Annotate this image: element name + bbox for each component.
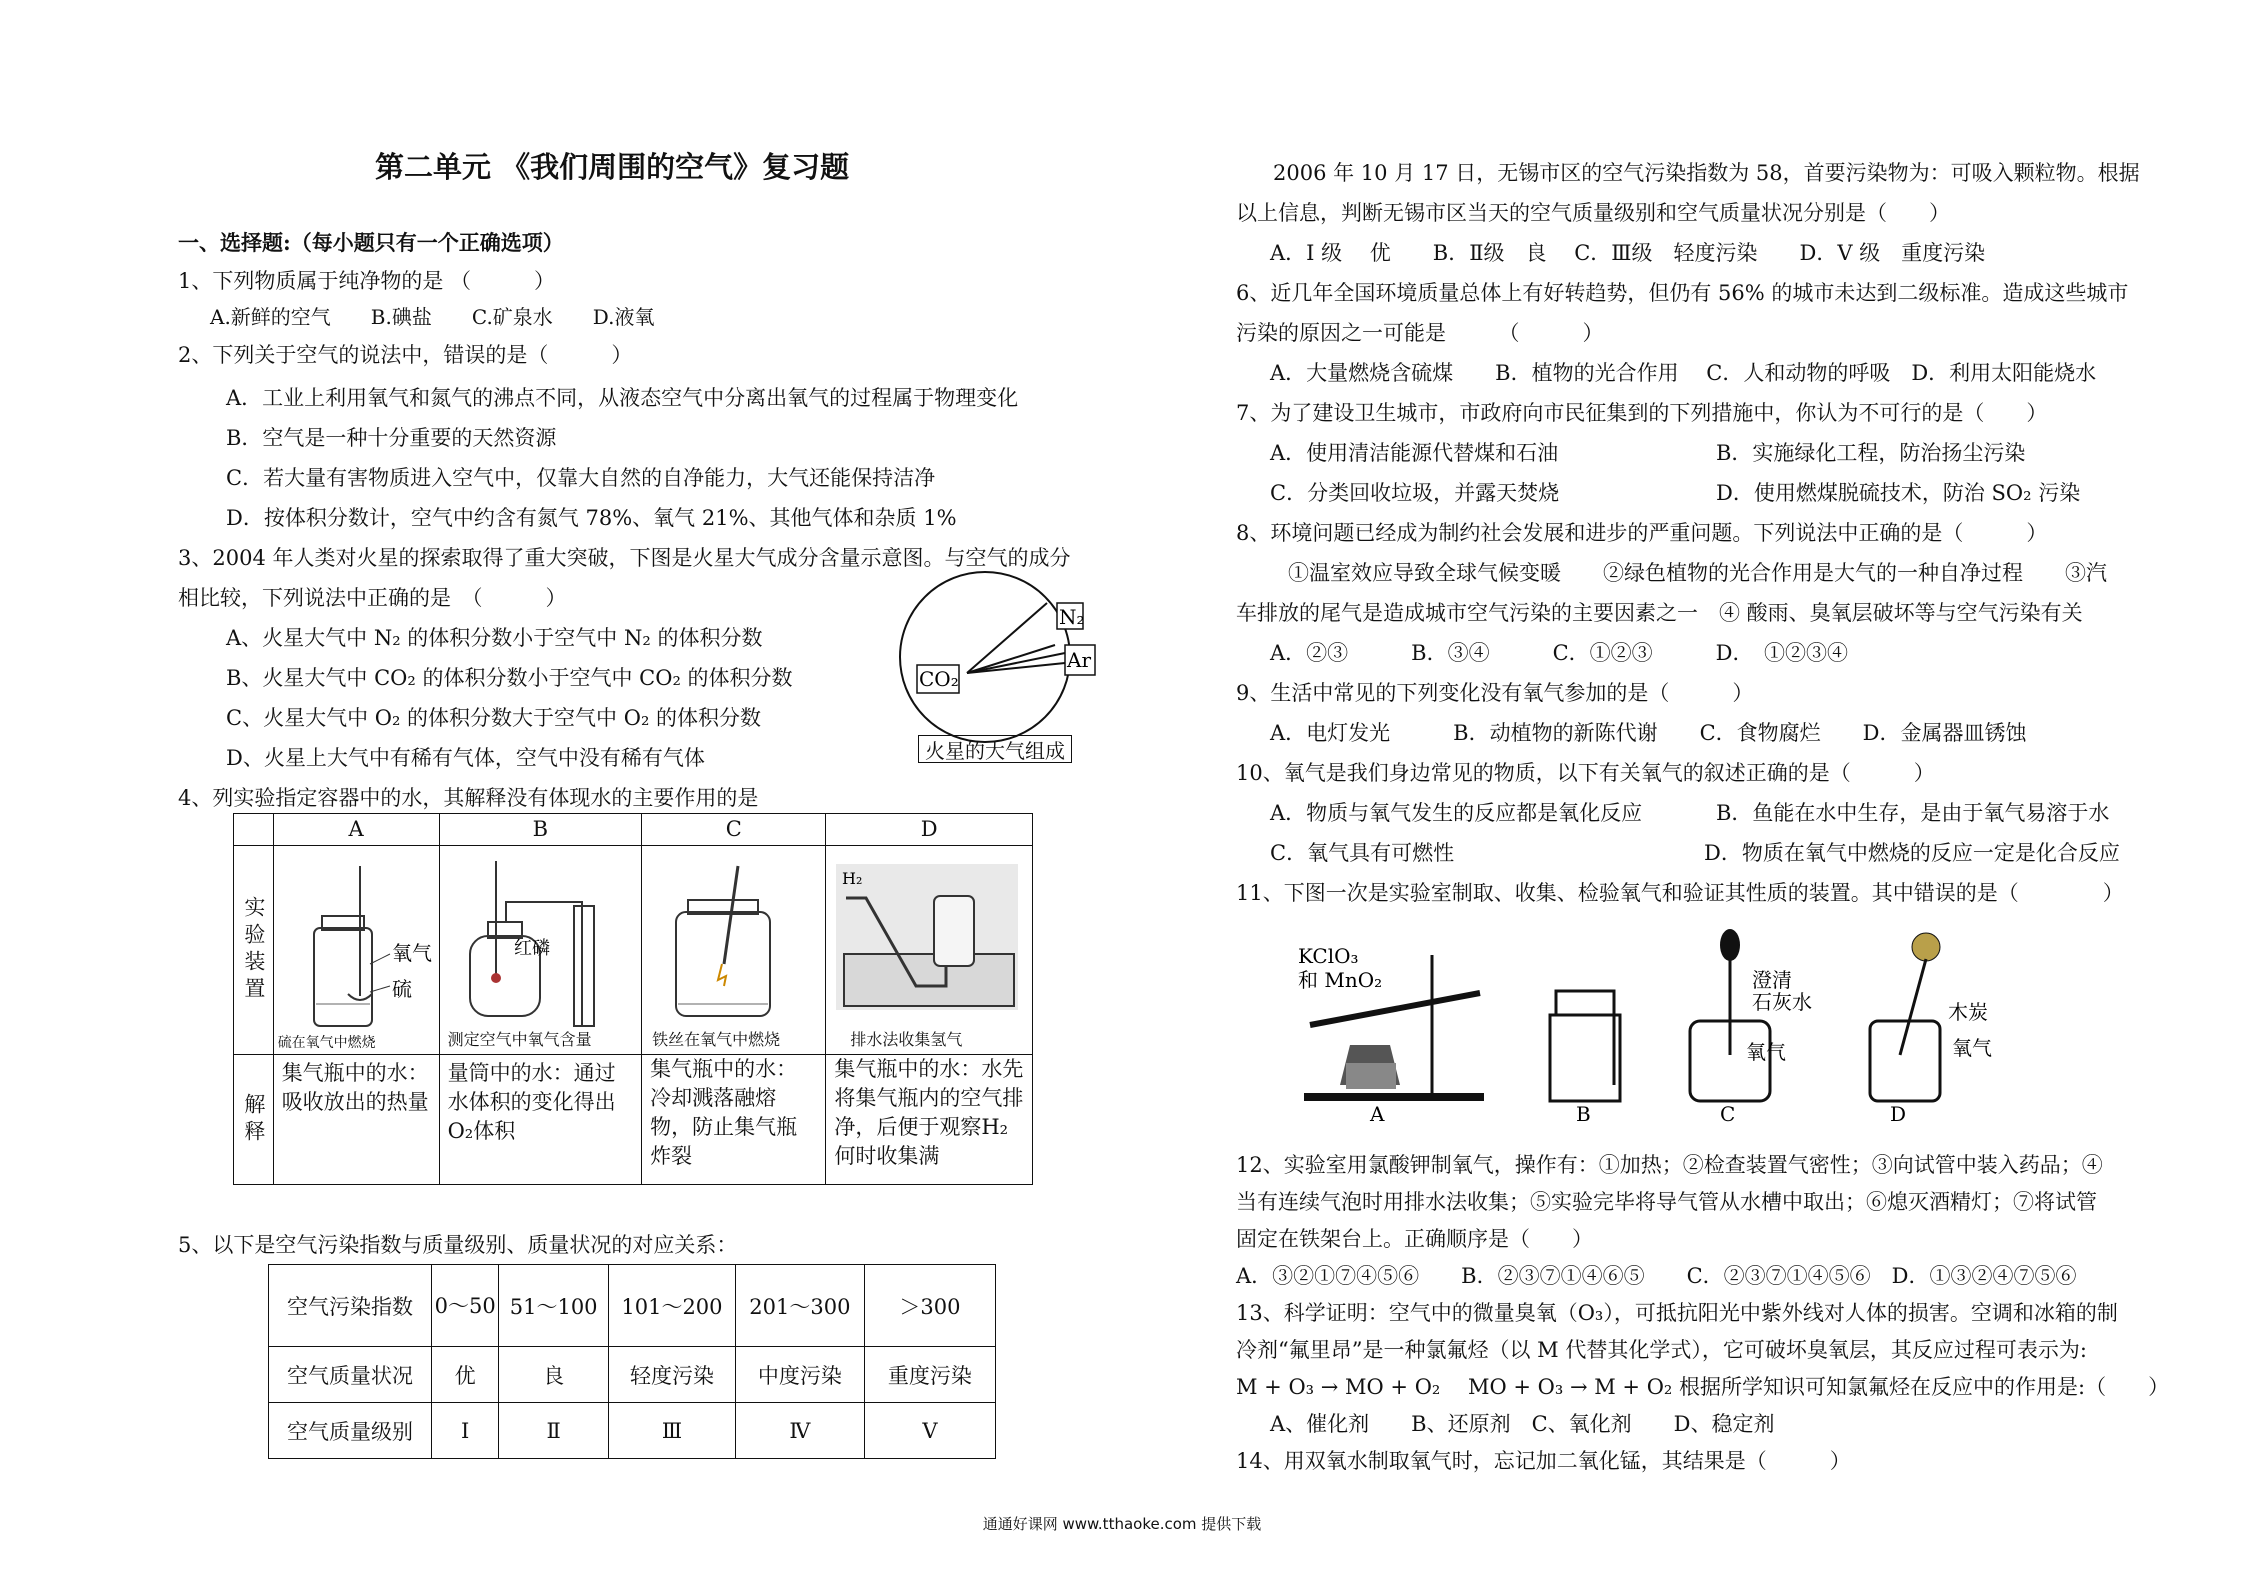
question-7-option-c: C．分类回收垃圾，并露天焚烧 (1270, 481, 1560, 505)
question-4-table (233, 813, 1033, 1185)
apparatus-a-caption: 硫在氧气中燃烧 (277, 1035, 376, 1051)
question-10-option-d: D．物质在氧气中燃烧的反应一定是化合反应 (1704, 841, 2120, 865)
question-10: 10、氧气是我们身边常见的物质，以下有关氧气的叙述正确的是（ ） (1236, 761, 1935, 785)
fig-a-kclo3-label: KClO₃ (1298, 944, 1359, 968)
question-8: 8、环境问题已经成为制约社会发展和进步的严重问题。下列说法中正确的是（ ） (1236, 521, 2048, 545)
fig-a-label: A (1370, 1102, 1385, 1126)
cell-level-4: Ⅳ (735, 1403, 864, 1459)
question-10-option-c: C．氧气具有可燃性 (1270, 841, 1455, 865)
q5-options: A．I 级 优 B．Ⅱ级 良 C．Ⅲ级 轻度污染 D．V 级 重度污染 (1270, 241, 1986, 265)
apparatus-c-caption: 铁丝在氧气中燃烧 (652, 1030, 781, 1049)
question-7-option-b: B．实施绿化工程，防治扬尘污染 (1716, 441, 2026, 465)
cell-index-2: 51～100 (499, 1265, 609, 1347)
apparatus-d-figure (826, 846, 1026, 1046)
col-header-d: D (826, 814, 1033, 846)
cell-status-5: 重度污染 (864, 1347, 995, 1403)
question-12-options: A．③②①⑦④⑤⑥ B．②③⑦①④⑥⑤ C．②③⑦①④⑤⑥ D．①③②④⑦⑤⑥ (1236, 1264, 2077, 1288)
q5-context-line2: 以上信息，判断无锡市区当天的空气质量级别和空气质量状况分别是（ ） (1236, 201, 1950, 225)
cell-status-3: 轻度污染 (609, 1347, 736, 1403)
question-8-line1: ①温室效应导致全球气候变暖 ②绿色植物的光合作用是大气的一种自净过程 ③汽 (1288, 561, 2107, 585)
mars-label-n2: N₂ (1059, 605, 1085, 629)
explanation-d: 集气瓶中的水：水先将集气瓶内的空气排净，后便于观察H₂何时收集满 (826, 1055, 1033, 1185)
section-heading: 一、选择题:（每小题只有一个正确选项） (178, 230, 564, 255)
fig-c-limewater-label1: 澄清 (1752, 968, 1792, 992)
apparatus-a-figure (274, 846, 434, 1046)
cell-status-2: 良 (499, 1347, 609, 1403)
question-8-options: A．②③ B．③④ C．①②③ D． ①②③④ (1270, 641, 1849, 665)
question-5: 5、以下是空气污染指数与质量级别、质量状况的对应关系： (178, 1233, 738, 1257)
question-6-options: A．大量燃烧含硫煤 B．植物的光合作用 C．人和动物的呼吸 D．利用太阳能烧水 (1270, 361, 2097, 385)
cell-index-5: ＞300 (864, 1265, 995, 1347)
question-1-options: A.新鲜的空气 B.碘盐 C.矿泉水 D.液氧 (210, 305, 655, 329)
explanation-a: 集气瓶中的水：吸收放出的热量 (273, 1055, 439, 1185)
question-3-line1: 3、2004 年人类对火星的探索取得了重大突破，下图是火星大气成分含量示意图。与空气的成分 (178, 546, 1071, 570)
question-12-line1: 12、实验室用氯酸钾制氧气，操作有：①加热；②检查装置气密性；③向试管中装入药品；④ (1236, 1153, 2103, 1177)
question-14: 14、用双氧水制取氧气时，忘记加二氧化锰，其结果是（ ） (1236, 1449, 1851, 1473)
row-pollution-index-label: 空气污染指数 (269, 1265, 432, 1347)
cell-index-1: 0～50 (432, 1265, 499, 1347)
question-10-option-a: A．物质与氧气发生的反应都是氧化反应 (1270, 801, 1643, 825)
question-12-line2: 当有连续气泡时用排水法收集；⑤实验完毕将导气管从水槽中取出；⑥熄灭酒精灯；⑦将试管 (1236, 1190, 2097, 1214)
row-label-apparatus: 实验装置 (234, 846, 274, 1055)
mars-label-ar: Ar (1067, 648, 1092, 672)
question-2: 2、下列关于空气的说法中，错误的是（ ） (178, 343, 633, 367)
fig-d-label: D (1890, 1102, 1907, 1126)
cell-status-4: 中度污染 (735, 1347, 864, 1403)
cell-status-1: 优 (432, 1347, 499, 1403)
question-3-option-a: A、火星大气中 N₂ 的体积分数小于空气中 N₂ 的体积分数 (226, 626, 763, 650)
fig-b-label: B (1576, 1102, 1591, 1126)
fig-c-limewater-label2: 石灰水 (1752, 990, 1812, 1014)
page-title: 第二单元 《我们周围的空气》复习题 (375, 150, 850, 184)
col-header-c: C (642, 814, 826, 846)
question-2-option-c: C．若大量有害物质进入空气中，仅靠大自然的自净能力，大气还能保持洁净 (226, 466, 936, 490)
question-13-line2: 冷剂“氟里昂”是一种氯氟烃（以 M 代替其化学式），它可破坏臭氧层，其反应过程可表示为: (1236, 1338, 2087, 1362)
question-1: 1、下列物质属于纯净物的是 （ ） (178, 269, 556, 293)
cell-level-5: V (864, 1403, 995, 1459)
col-header-b: B (439, 814, 642, 846)
question-2-option-b: B．空气是一种十分重要的天然资源 (226, 426, 557, 450)
cell-level-2: Ⅱ (499, 1403, 609, 1459)
question-9-options: A．电灯发光 B．动植物的新陈代谢 C．食物腐烂 D．金属器皿锈蚀 (1270, 721, 2027, 745)
q5-context-line1: 2006 年 10 月 17 日，无锡市区的空气污染指数为 58，首要污染物为：可吸入颗粒物。根据 (1273, 161, 2140, 185)
page-footer: 通通好课网 www.tthaoke.com 提供下载 (982, 1515, 1262, 1533)
question-7-option-a: A．使用清洁能源代替煤和石油 (1270, 441, 1559, 465)
apparatus-b-figure (440, 846, 636, 1046)
explanation-b: 量筒中的水：通过水体积的变化得出O₂体积 (439, 1055, 642, 1185)
question-2-option-d: D．按体积分数计，空气中约含有氮气 78%、氧气 21%、其他气体和杂质 1% (226, 506, 957, 530)
question-6-line2: 污染的原因之一可能是 （ ） (1236, 321, 1604, 345)
row-quality-level-label: 空气质量级别 (269, 1403, 432, 1459)
apparatus-a-o2-label: 氧气 (391, 941, 432, 965)
fig-c-o2-label: 氧气 (1746, 1040, 1786, 1064)
cell-level-1: I (432, 1403, 499, 1459)
row-quality-status-label: 空气质量状况 (269, 1347, 432, 1403)
explanation-c: 集气瓶中的水：冷却溅落融熔物，防止集气瓶炸裂 (642, 1055, 826, 1185)
question-13-line3: M + O₃ → MO + O₂ MO + O₃ → M + O₂ 根据所学知识可知氯氟烃在反应中的作用是:（ ） (1236, 1375, 2170, 1399)
apparatus-c-figure (642, 846, 820, 1046)
question-7: 7、为了建设卫生城市，市政府向市民征集到的下列措施中，你认为不可行的是（ ） (1236, 401, 2048, 425)
question-2-option-a: A．工业上利用氧气和氮气的沸点不同，从液态空气中分离出氧气的过程属于物理变化 (226, 386, 1019, 410)
question-3-option-b: B、火星大气中 CO₂ 的体积分数小于空气中 CO₂ 的体积分数 (226, 666, 793, 690)
fig-d-o2-label: 氧气 (1952, 1036, 1992, 1060)
question-9: 9、生活中常见的下列变化没有氧气参加的是（ ） (1236, 681, 1754, 705)
question-13-options: A、催化剂 B、还原剂 C、氧化剂 D、稳定剂 (1270, 1412, 1775, 1436)
question-13-line1: 13、科学证明：空气中的微量臭氧（O₃），可抵抗阳光中紫外线对人体的损害。空调和冰箱的制 (1236, 1301, 2118, 1325)
col-header-a: A (273, 814, 439, 846)
question-3-line2: 相比较，下列说法中正确的是 （ ） (178, 586, 567, 610)
cell-level-3: Ⅲ (609, 1403, 736, 1459)
question-11-figure (1290, 925, 2030, 1125)
mars-label-co2: CO₂ (919, 667, 959, 691)
apparatus-d-caption: 排水法收集氢气 (850, 1030, 963, 1049)
apparatus-b-caption: 测定空气中氧气含量 (447, 1030, 592, 1049)
question-4: 4、列实验指定容器中的水，其解释没有体现水的主要作用的是 (178, 786, 759, 810)
question-11: 11、下图一次是实验室制取、收集、检验氧气和验证其性质的装置。其中错误的是（ ） (1236, 881, 2124, 905)
cell-index-4: 201～300 (735, 1265, 864, 1347)
question-7-option-d: D．使用燃煤脱硫技术，防治 SO₂ 污染 (1716, 481, 2081, 505)
apparatus-a-s-label: 硫 (391, 977, 412, 1001)
apparatus-b-p-label: 红磷 (513, 938, 550, 959)
question-5-table (268, 1264, 996, 1459)
row-label-explanation: 解释 (234, 1055, 274, 1185)
mars-caption: 火星的大气组成 (918, 735, 1072, 763)
question-8-line2: 车排放的尾气是造成城市空气污染的主要因素之一 ④ 酸雨、臭氧层破坏等与空气污染有关 (1236, 601, 2083, 625)
cell-index-3: 101～200 (609, 1265, 736, 1347)
question-6-line1: 6、近几年全国环境质量总体上有好转趋势，但仍有 56% 的城市未达到二级标准。造成这些城市 (1236, 281, 2129, 305)
fig-d-charcoal-label: 木炭 (1948, 1000, 1988, 1024)
question-10-option-b: B．鱼能在水中生存，是由于氧气易溶于水 (1716, 801, 2110, 825)
question-12-line3: 固定在铁架台上。正确顺序是（ ） (1236, 1227, 1593, 1251)
apparatus-d-h2-label: H₂ (842, 869, 863, 888)
fig-c-label: C (1720, 1102, 1736, 1126)
question-3-option-c: C、火星大气中 O₂ 的体积分数大于空气中 O₂ 的体积分数 (226, 706, 762, 730)
fig-a-mno2-label: 和 MnO₂ (1298, 968, 1383, 992)
question-3-option-d: D、火星上大气中有稀有气体，空气中没有稀有气体 (226, 746, 705, 770)
